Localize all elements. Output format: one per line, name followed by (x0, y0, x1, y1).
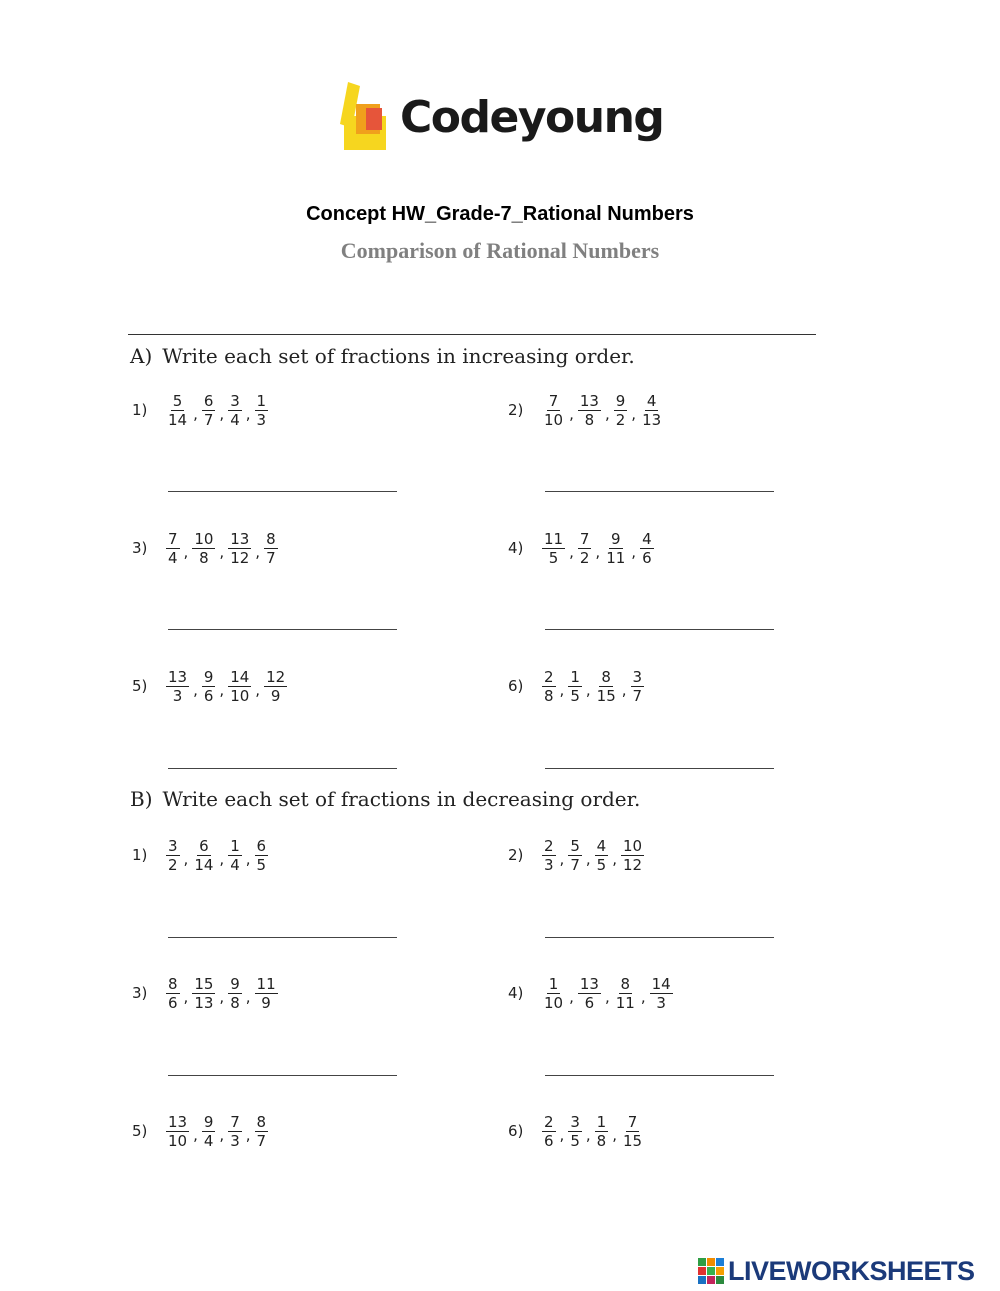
fraction (228, 975, 242, 1012)
problem-item (132, 526, 278, 570)
problem-number: 3) (132, 984, 148, 1002)
fraction (255, 837, 269, 874)
fraction-numerator: 9 (203, 1112, 214, 1131)
fraction-numerator: 8 (256, 1112, 267, 1131)
section-letter: B) (130, 787, 153, 811)
fraction (542, 392, 565, 429)
fraction-numerator: 8 (601, 667, 611, 686)
fraction-numerator: 13 (230, 529, 250, 548)
problem-item (132, 1109, 268, 1153)
fraction (542, 975, 565, 1012)
problem-number: 6) (508, 1122, 524, 1140)
fraction-denominator: 8 (596, 1131, 607, 1150)
fraction-numerator: 3 (632, 667, 643, 686)
fraction (542, 1113, 556, 1150)
fraction (621, 1113, 644, 1150)
fraction-denominator: 15 (596, 686, 616, 705)
fraction-numerator: 2 (544, 836, 554, 855)
comma-separator: , (640, 988, 646, 1006)
fraction (640, 392, 663, 429)
fraction-denominator: 9 (261, 993, 271, 1012)
fraction-denominator: 13 (642, 410, 662, 429)
comma-separator: , (245, 850, 251, 868)
section-instruction: Write each set of fractions in decreasing order. (162, 787, 641, 811)
comma-separator: , (559, 850, 565, 868)
comma-separator: , (219, 543, 225, 561)
problem-item (132, 971, 278, 1015)
fraction-numerator: 9 (610, 529, 621, 548)
fraction-numerator: 1 (230, 836, 240, 855)
fraction-denominator: 8 (199, 548, 209, 567)
comma-separator: , (183, 988, 189, 1006)
footer-brand (698, 1254, 975, 1288)
fraction (578, 975, 601, 1012)
fraction-denominator: 4 (168, 548, 178, 567)
fraction-numerator: 8 (620, 974, 631, 993)
fraction-numerator: 14 (230, 667, 250, 686)
fraction-denominator: 4 (203, 1131, 214, 1150)
fraction-denominator: 2 (168, 855, 178, 874)
fraction-denominator: 7 (632, 686, 643, 705)
comma-separator: , (193, 681, 198, 699)
fraction-numerator: 6 (256, 836, 267, 855)
fraction (255, 1113, 269, 1150)
section-a-heading (130, 344, 635, 368)
fraction (595, 837, 609, 874)
fraction (568, 668, 582, 705)
fraction-denominator: 3 (656, 993, 666, 1012)
fraction-numerator: 5 (172, 391, 183, 410)
fraction-denominator: 12 (230, 548, 250, 567)
comma-separator: , (569, 543, 574, 561)
comma-separator: , (219, 850, 225, 868)
comma-separator: , (219, 681, 225, 699)
fraction-denominator: 5 (570, 686, 580, 705)
problem-number: 5) (132, 677, 148, 695)
problem-number: 1) (132, 846, 148, 864)
fraction (264, 668, 287, 705)
fraction-numerator: 7 (230, 1112, 240, 1131)
answer-line[interactable] (168, 491, 397, 492)
problem-item (508, 388, 663, 432)
fraction-denominator: 7 (570, 855, 580, 874)
fraction (228, 392, 242, 429)
comma-separator: , (255, 543, 261, 561)
fraction-numerator: 5 (570, 836, 580, 855)
liveworksheets-icon (698, 1258, 724, 1284)
fraction (542, 530, 565, 567)
fraction-numerator: 12 (266, 667, 286, 686)
problem-number: 2) (508, 401, 524, 419)
comma-separator: , (183, 543, 189, 561)
fraction-numerator: 13 (579, 974, 599, 993)
fraction-denominator: 13 (194, 993, 214, 1012)
fraction-numerator: 10 (194, 529, 214, 548)
fraction-denominator: 2 (579, 548, 590, 567)
fraction-denominator: 6 (584, 993, 595, 1012)
fraction (192, 530, 215, 567)
comma-separator: , (245, 405, 251, 423)
fraction-numerator: 13 (168, 1112, 188, 1131)
fraction-denominator: 5 (548, 548, 559, 567)
fraction-denominator: 8 (544, 686, 554, 705)
fraction-numerator: 10 (622, 836, 643, 855)
comma-separator: , (604, 405, 610, 423)
fraction-denominator: 3 (172, 686, 183, 705)
fraction-numerator: 7 (579, 529, 590, 548)
fraction (614, 392, 628, 429)
fraction-numerator: 6 (203, 391, 214, 410)
fraction-numerator: 13 (579, 391, 599, 410)
comma-separator: , (219, 1126, 225, 1144)
fraction-denominator: 4 (230, 410, 240, 429)
fraction (202, 1113, 216, 1150)
comma-separator: , (585, 681, 591, 699)
fraction (166, 975, 180, 1012)
fraction-numerator: 1 (570, 667, 580, 686)
fraction-numerator: 9 (230, 974, 240, 993)
fraction (255, 392, 269, 429)
fraction-denominator: 8 (584, 410, 595, 429)
answer-line[interactable] (168, 1075, 397, 1076)
fraction-denominator: 10 (168, 1131, 188, 1150)
comma-separator: , (255, 681, 261, 699)
problem-item (508, 833, 644, 877)
fraction (578, 530, 592, 567)
problem-number: 2) (508, 846, 524, 864)
comma-separator: , (219, 405, 225, 423)
fraction-denominator: 11 (615, 993, 635, 1012)
fraction-list (166, 530, 278, 567)
comma-separator: , (559, 1126, 565, 1144)
fraction (621, 837, 644, 874)
fraction-numerator: 1 (596, 1112, 607, 1131)
section-letter: A) (130, 344, 153, 368)
fraction-numerator: 8 (168, 974, 178, 993)
comma-separator: , (604, 988, 610, 1006)
comma-separator: , (219, 988, 225, 1006)
fraction (595, 668, 618, 705)
fraction (578, 392, 601, 429)
comma-separator: , (595, 543, 601, 561)
fraction (255, 975, 278, 1012)
comma-separator: , (569, 405, 574, 423)
fraction-list (542, 1113, 644, 1150)
problem-number: 6) (508, 677, 524, 695)
problem-item (508, 526, 654, 570)
fraction-denominator: 10 (544, 993, 564, 1012)
fraction-denominator: 14 (168, 410, 188, 429)
fraction-numerator: 1 (548, 974, 559, 993)
comma-separator: , (612, 850, 617, 868)
fraction-denominator: 12 (622, 855, 643, 874)
problem-item (132, 388, 268, 432)
codeyoung-logo-icon (336, 80, 396, 160)
fraction (166, 668, 189, 705)
comma-separator: , (559, 681, 565, 699)
answer-line[interactable] (168, 629, 397, 630)
fraction-numerator: 1 (256, 391, 267, 410)
fraction-numerator: 4 (596, 836, 607, 855)
fraction-numerator: 6 (199, 836, 209, 855)
problem-number: 5) (132, 1122, 148, 1140)
problem-item (508, 664, 644, 708)
fraction-denominator: 3 (256, 410, 267, 429)
answer-line[interactable] (545, 1075, 774, 1076)
fraction-denominator: 2 (615, 410, 626, 429)
fraction-numerator: 11 (256, 974, 276, 993)
fraction-numerator: 15 (194, 974, 214, 993)
fraction (166, 1113, 189, 1150)
fraction-denominator: 7 (203, 410, 214, 429)
problem-item (508, 971, 673, 1015)
fraction-numerator: 2 (544, 667, 554, 686)
fraction-numerator: 4 (642, 529, 652, 548)
problem-number: 4) (508, 984, 524, 1002)
fraction (614, 975, 637, 1012)
fraction-numerator: 3 (570, 1112, 580, 1131)
fraction (228, 668, 251, 705)
fraction-list (166, 975, 278, 1012)
answer-line[interactable] (168, 768, 397, 769)
fraction (568, 837, 582, 874)
fraction (228, 530, 251, 567)
fraction (192, 975, 215, 1012)
footer-brand-text: LIVEWORKSHEETS (728, 1255, 975, 1286)
fraction (202, 668, 216, 705)
fraction-numerator: 13 (168, 667, 188, 686)
problem-number: 3) (132, 539, 148, 557)
fraction (228, 1113, 242, 1150)
fraction-denominator: 3 (230, 1131, 240, 1150)
fraction-denominator: 6 (203, 686, 214, 705)
comma-separator: , (245, 988, 251, 1006)
page-subtitle: Comparison of Rational Numbers (340, 238, 660, 263)
fraction-denominator: 9 (270, 686, 281, 705)
fraction (192, 837, 215, 874)
fraction-denominator: 10 (230, 686, 250, 705)
comma-separator: , (585, 850, 591, 868)
section-instruction: Write each set of fractions in increasing order. (162, 344, 635, 368)
fraction-denominator: 5 (570, 1131, 580, 1150)
problem-item (508, 1109, 644, 1153)
fraction-numerator: 3 (168, 836, 178, 855)
fraction (650, 975, 673, 1012)
problem-number: 4) (508, 539, 524, 557)
fraction-denominator: 6 (544, 1131, 554, 1150)
fraction-list (542, 837, 644, 874)
fraction-denominator: 15 (622, 1131, 643, 1150)
fraction (568, 1113, 582, 1150)
fraction (640, 530, 654, 567)
comma-separator: , (631, 543, 637, 561)
problem-item (132, 664, 287, 708)
answer-line[interactable] (545, 768, 774, 769)
fraction-denominator: 8 (230, 993, 240, 1012)
comma-separator: , (621, 681, 627, 699)
section-b-heading (130, 787, 640, 811)
fraction-numerator: 7 (548, 391, 559, 410)
fraction-denominator: 6 (642, 548, 652, 567)
comma-separator: , (569, 988, 574, 1006)
brand-name: Codeyoung (400, 92, 664, 143)
fraction-numerator: 14 (651, 974, 671, 993)
answer-line[interactable] (545, 937, 774, 938)
fraction (604, 530, 627, 567)
fraction-list (542, 530, 654, 567)
fraction-denominator: 14 (194, 855, 214, 874)
fraction (631, 668, 645, 705)
fraction-denominator: 6 (168, 993, 178, 1012)
fraction (166, 530, 180, 567)
brand-logo (336, 80, 676, 166)
fraction-denominator: 4 (230, 855, 240, 874)
fraction-list (542, 392, 663, 429)
fraction-list (542, 668, 644, 705)
answer-line[interactable] (545, 629, 774, 630)
fraction-list (166, 668, 287, 705)
comma-separator: , (193, 405, 198, 423)
fraction (166, 837, 180, 874)
comma-separator: , (585, 1126, 591, 1144)
fraction-list (166, 837, 268, 874)
fraction-denominator: 5 (256, 855, 267, 874)
fraction-numerator: 7 (168, 529, 178, 548)
comma-separator: , (183, 850, 189, 868)
fraction-numerator: 8 (266, 529, 276, 548)
header-divider (128, 334, 816, 335)
fraction-numerator: 3 (230, 391, 240, 410)
answer-line[interactable] (168, 937, 397, 938)
fraction (264, 530, 278, 567)
fraction (542, 837, 556, 874)
comma-separator: , (245, 1126, 251, 1144)
fraction (202, 392, 216, 429)
comma-separator: , (631, 405, 637, 423)
fraction-denominator: 7 (256, 1131, 267, 1150)
fraction (228, 837, 242, 874)
fraction-denominator: 7 (266, 548, 276, 567)
fraction-denominator: 5 (596, 855, 607, 874)
problem-number: 1) (132, 401, 148, 419)
page-title: Concept HW_Grade-7_Rational Numbers (306, 203, 694, 225)
comma-separator: , (612, 1126, 617, 1144)
fraction-numerator: 2 (544, 1112, 554, 1131)
fraction-denominator: 11 (606, 548, 626, 567)
answer-line[interactable] (545, 491, 774, 492)
fraction-numerator: 9 (615, 391, 626, 410)
fraction-list (166, 392, 268, 429)
problem-item (132, 833, 268, 877)
fraction (166, 392, 189, 429)
fraction (595, 1113, 609, 1150)
fraction-numerator: 9 (203, 667, 214, 686)
comma-separator: , (193, 1126, 198, 1144)
fraction-denominator: 3 (544, 855, 554, 874)
fraction-numerator: 7 (627, 1112, 638, 1131)
fraction-denominator: 10 (544, 410, 564, 429)
fraction-list (542, 975, 673, 1012)
fraction-list (166, 1113, 268, 1150)
fraction-numerator: 4 (646, 391, 657, 410)
fraction-numerator: 11 (544, 529, 564, 548)
fraction (542, 668, 556, 705)
